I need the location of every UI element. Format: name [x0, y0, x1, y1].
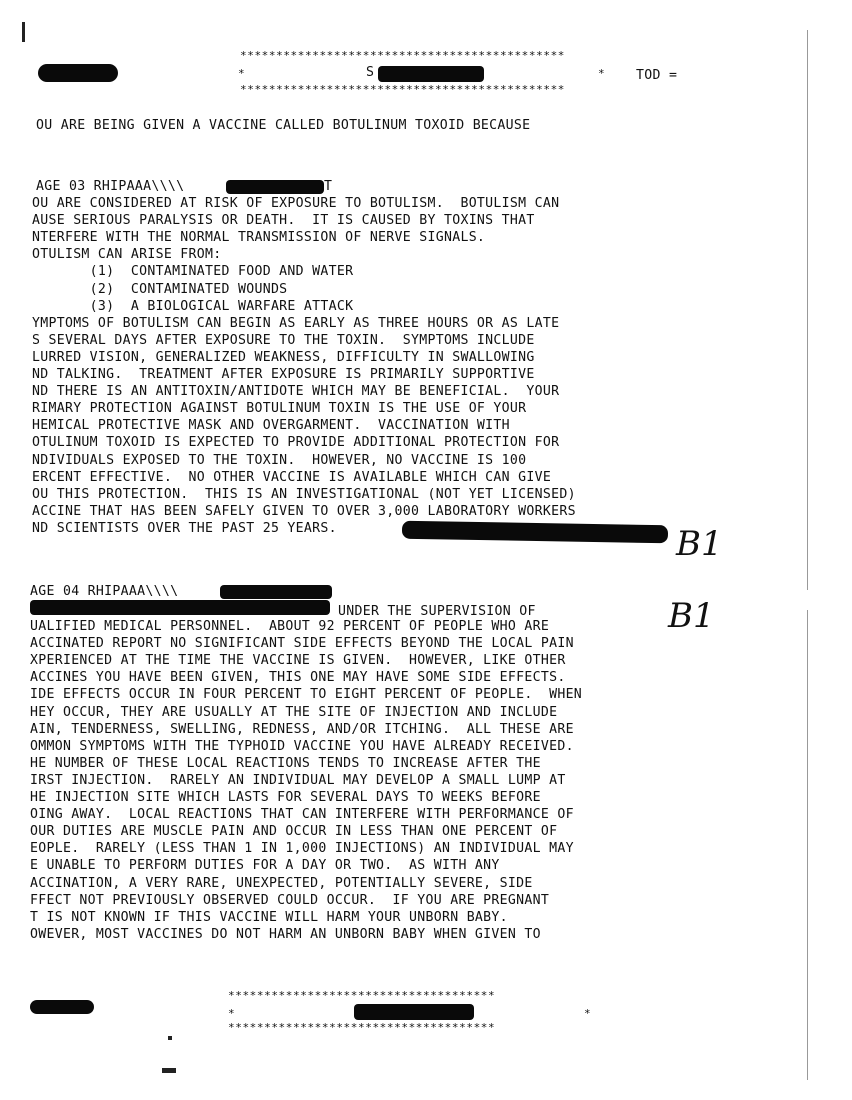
footer-star-left: *: [228, 1007, 236, 1020]
text-line: FFECT NOT PREVIOUSLY OBSERVED COULD OCCUR. IF YOU ARE PREGNANT: [30, 892, 550, 908]
text-line: ACCINE THAT HAS BEEN SAFELY GIVEN TO OVER 3,000 LABORATORY WORKERS: [32, 503, 576, 519]
text-line: HEY OCCUR, THEY ARE USUALLY AT THE SITE OF INJECTION AND INCLUDE: [30, 704, 558, 720]
text-line: OU ARE CONSIDERED AT RISK OF EXPOSURE TO BOTULISM. BOTULISM CAN: [32, 196, 560, 211]
text-line: ND SCIENTISTS OVER THE PAST 25 YEARS.: [32, 520, 337, 536]
text-line: ND TALKING. TREATMENT AFTER EXPOSURE IS PRIMARILY SUPPORTIVE: [32, 367, 535, 382]
text-line: IDE EFFECTS OCCUR IN FOUR PERCENT TO EIGHT PERCENT OF PEOPLE. WHEN: [30, 687, 583, 703]
text-line: RIMARY PROTECTION AGAINST BOTULINUM TOXIN IS THE USE OF YOUR: [32, 401, 527, 417]
text-line: (1) CONTAMINATED FOOD AND WATER: [32, 264, 354, 280]
text-line: EOPLE. RARELY (LESS THAN 1 IN 1,000 INJECTIONS) AN INDIVIDUAL MAY: [30, 841, 574, 857]
intro-line: OU ARE BEING GIVEN A VACCINE CALLED BOTULINUM TOXOID BECAUSE: [36, 118, 531, 133]
text-line: OUR DUTIES ARE MUSCLE PAIN AND OCCUR IN LESS THAN ONE PERCENT OF: [30, 824, 558, 840]
handwritten-b1-mark: B1: [676, 524, 723, 564]
text-line: HE NUMBER OF THESE LOCAL REACTIONS TENDS TO INCREASE AFTER THE: [30, 755, 541, 771]
text-line: UALIFIED MEDICAL PERSONNEL. ABOUT 92 PERCENT OF PEOPLE WHO ARE: [30, 619, 550, 634]
redaction-bar: [220, 585, 332, 599]
footer-stars-bottom: *************************************: [228, 1021, 496, 1034]
handwritten-b1-mark: B1: [668, 596, 715, 636]
text-line: OU THIS PROTECTION. THIS IS AN INVESTIGATIONAL (NOT YET LICENSED): [32, 486, 576, 502]
text-line: OING AWAY. LOCAL REACTIONS THAT CAN INTERFERE WITH PERFORMANCE OF: [30, 807, 574, 823]
scan-edge-line: [807, 610, 808, 1080]
page3-header-suffix: T: [324, 179, 333, 194]
text-line: AIN, TENDERNESS, SWELLING, REDNESS, AND/OR ITCHING. ALL THESE ARE: [30, 721, 574, 737]
text-line: AUSE SERIOUS PARALYSIS OR DEATH. IT IS CAUSED BY TOXINS THAT: [32, 213, 535, 229]
scan-speck: [22, 22, 25, 42]
text-line: IRST INJECTION. RARELY AN INDIVIDUAL MAY DEVELOP A SMALL LUMP AT: [30, 772, 566, 788]
text-line: NDIVIDUALS EXPOSED TO THE TOXIN. HOWEVER, NO VACCINE IS 100: [32, 452, 527, 468]
text-line: ACCINATION, A VERY RARE, UNEXPECTED, POTENTIALLY SEVERE, SIDE: [30, 875, 533, 891]
redaction-bar: [226, 180, 324, 194]
text-line: OTULINUM TOXOID IS EXPECTED TO PROVIDE ADDITIONAL PROTECTION FOR: [32, 435, 560, 451]
header-stars-bottom: *********************************************: [240, 83, 566, 96]
redaction-bar: [402, 521, 668, 544]
text-line: OWEVER, MOST VACCINES DO NOT HARM AN UNBORN BABY WHEN GIVEN TO: [30, 926, 541, 942]
text-line: OTULISM CAN ARISE FROM:: [32, 247, 222, 263]
text-line: YMPTOMS OF BOTULISM CAN BEGIN AS EARLY AS THREE HOURS OR AS LATE: [32, 315, 560, 331]
text-line: HE INJECTION SITE WHICH LASTS FOR SEVERAL DAYS TO WEEKS BEFORE: [30, 790, 541, 805]
footer-star-right: *: [584, 1007, 592, 1020]
scan-speck: [162, 1068, 176, 1073]
scan-edge-line: [807, 30, 808, 590]
text-line: HEMICAL PROTECTIVE MASK AND OVERGARMENT. VACCINATION WITH: [32, 418, 510, 434]
redaction-bar: [30, 1000, 94, 1014]
text-line: NTERFERE WITH THE NORMAL TRANSMISSION OF NERVE SIGNALS.: [32, 230, 486, 246]
text-line: E UNABLE TO PERFORM DUTIES FOR A DAY OR TWO. AS WITH ANY: [30, 858, 500, 874]
text-line: ACCINATED REPORT NO SIGNIFICANT SIDE EFFECTS BEYOND THE LOCAL PAIN: [30, 636, 574, 652]
text-line: XPERIENCED AT THE TIME THE VACCINE IS GIVEN. HOWEVER, LIKE OTHER: [30, 653, 566, 669]
redaction-bar: [38, 64, 118, 82]
text-line: S SEVERAL DAYS AFTER EXPOSURE TO THE TOXIN. SYMPTOMS INCLUDE: [32, 332, 535, 348]
scan-speck: [168, 1036, 172, 1040]
page3-header: AGE 03 RHIPAAA\\\\: [36, 179, 185, 194]
footer-stars-top: *************************************: [228, 989, 496, 1002]
header-star-left: *: [238, 67, 246, 80]
page4-header: AGE 04 RHIPAAA\\\\: [30, 584, 179, 599]
text-line: (3) A BIOLOGICAL WARFARE ATTACK: [32, 298, 354, 314]
text-line: ERCENT EFFECTIVE. NO OTHER VACCINE IS AVAILABLE WHICH CAN GIVE: [32, 469, 552, 485]
redaction-bar: [30, 600, 330, 615]
redaction-bar: [354, 1004, 474, 1020]
text-line: LURRED VISION, GENERALIZED WEAKNESS, DIFFICULTY IN SWALLOWING: [32, 349, 535, 365]
page4-first-line: UNDER THE SUPERVISION OF: [338, 604, 536, 619]
header-s-letter: S: [366, 65, 375, 80]
redaction-bar: [378, 66, 484, 82]
header-tod: TOD =: [636, 68, 678, 83]
header-stars-top: *********************************************: [240, 49, 566, 62]
text-line: OMMON SYMPTOMS WITH THE TYPHOID VACCINE YOU HAVE ALREADY RECEIVED.: [30, 738, 574, 754]
text-line: (2) CONTAMINATED WOUNDS: [32, 281, 288, 297]
header-star-right: *: [598, 67, 606, 80]
text-line: ACCINES YOU HAVE BEEN GIVEN, THIS ONE MAY HAVE SOME SIDE EFFECTS.: [30, 670, 566, 686]
text-line: T IS NOT KNOWN IF THIS VACCINE WILL HARM YOUR UNBORN BABY.: [30, 909, 508, 925]
text-line: ND THERE IS AN ANTITOXIN/ANTIDOTE WHICH MAY BE BENEFICIAL. YOUR: [32, 384, 560, 400]
